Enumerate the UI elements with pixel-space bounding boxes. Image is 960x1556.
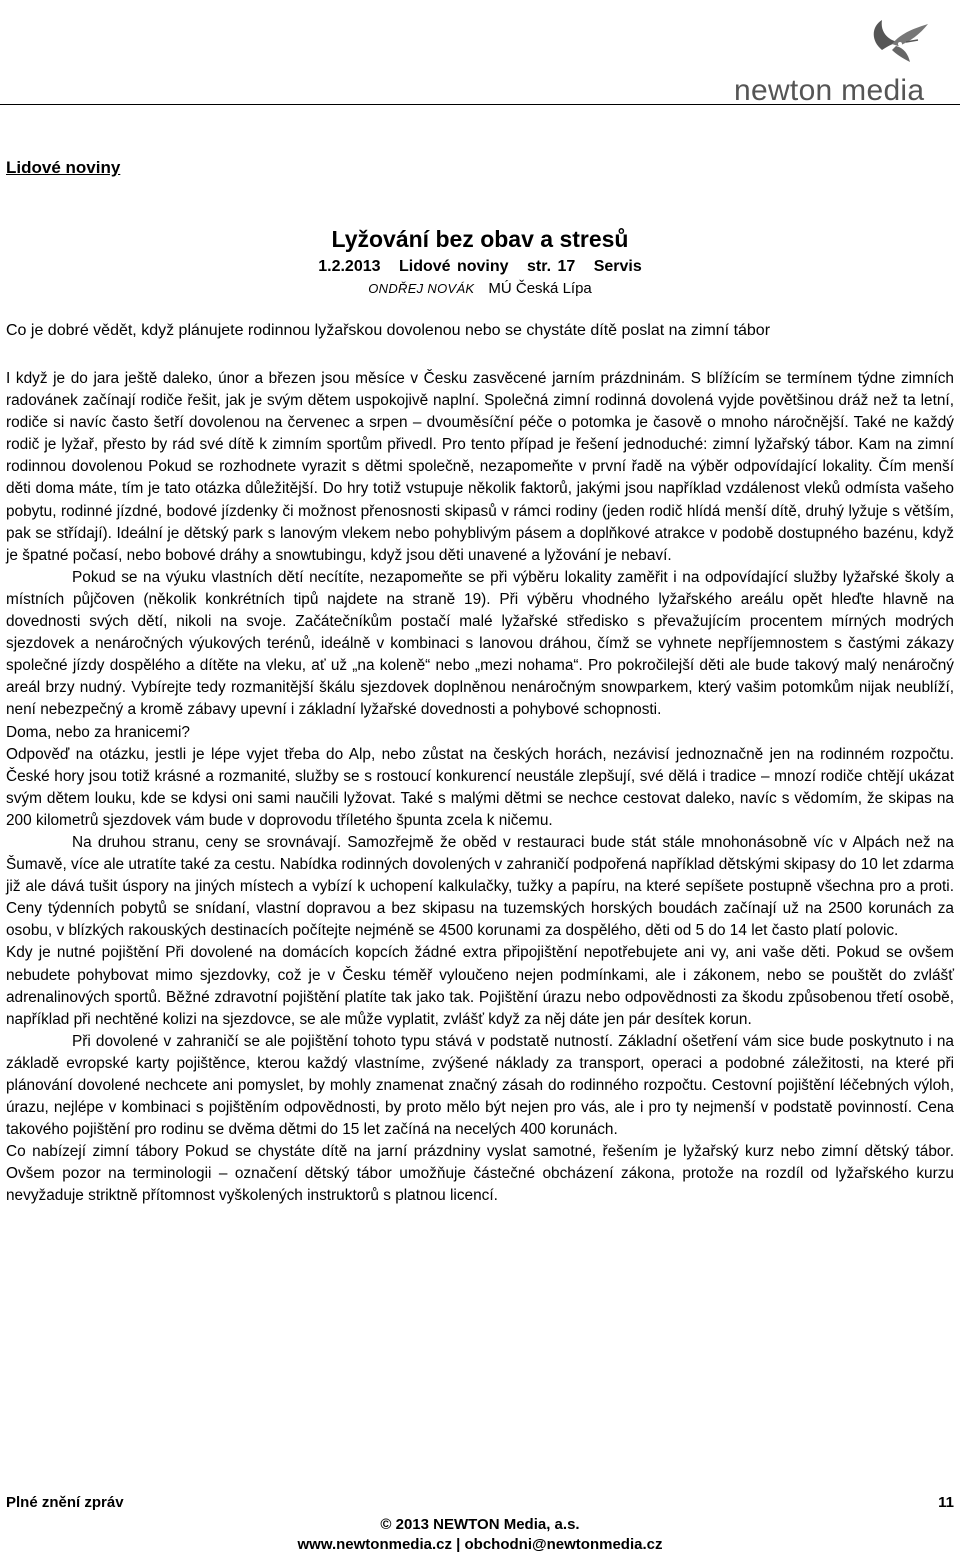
article-date: 1.2.2013 (318, 258, 381, 275)
article-meta (0, 258, 960, 276)
footer-copyright: © 2013 NEWTON Media, a.s. (380, 1516, 580, 1533)
article-section: Servis (593, 258, 642, 275)
header-divider (0, 104, 960, 105)
article-body (6, 368, 954, 1208)
article-page: str. 17 (527, 258, 576, 275)
newton-media-logo (732, 14, 932, 107)
source-link[interactable]: Lidové noviny (6, 158, 121, 177)
article-lead: Co je dobré vědět, když plánujete rodinnou lyžařskou dovolenou nebo se chystáte dítě poslat na zimní tábor (6, 322, 771, 339)
article-publication: Lidové noviny (398, 258, 509, 275)
hummingbird-icon (732, 14, 932, 74)
logo-text: newton media (734, 74, 925, 107)
paragraph: Co nabízejí zimní tábory Pokud se chystáte dítě na jarní prázdniny vyslat samotné, řešením je lyžařský kurz nebo zimní dětský tábor. Ovšem pozor na terminologii – označení dětský tábor umožňuje částečné obcházení zákona, protože na rozdíl od lyžařského kurzu nevyžaduje striktně přítomnost vyškolených instruktorů s platnou licencí. (6, 1143, 954, 1205)
paragraph: Na druhou stranu, ceny se srovnávají. Samozřejmě že oběd v restauraci bude stát stále mnohonásobně víc v Alpách než na Šumavě, více ale utratíte také za cestu. Nabídka rodinných dovolených v zahraničí podpořená například dětskými skipasy do 10 let zdarma již ale dává tušit úspory na jiných místech a vybízí k uchopení kalkulačky, tužky a papíru, na které sepíšete postupně všechna pro a proti. Ceny týdenních pobytů se snídaní, vlastní dopravou a bez skipasu na tuzemských horských boudách začínají už na 2500 korunách za osobu, v blízkých rakouských destinacích počítejte nejméně se 4500 korunami za dospělého, děti od 5 do 14 let často platí polovic. (6, 833, 954, 940)
paragraph: Odpověď na otázku, jestli je lépe vyjet třeba do Alp, nebo zůstat na českých horách, nezávisí jednoznačně jen na rodinném rozpočtu. České hory jsou totiž krásné a rozmanité, služby se s rostoucí konkurencí neustále zlepšují, své dělá i tradice – mnozí rodiče chtějí ukázat svým dětem louku, kde se kdysi oni sami naučili lyžovat. Také s malými dětmi se nechce cestovat daleko, navíc s vědomím, že skipas na 200 kilometrů sjezdovek vám bude v doprovodu tříletého špunta zcela k ničemu. (6, 745, 954, 829)
article-author: ONDŘEJ NOVÁK (368, 281, 475, 296)
paragraph: Při dovolené v zahraničí se ale pojištění tohoto typu stává v podstatě nutností. Základní ošetření vám sice bude poskytnuto i na základě evropské karty pojištěnce, kterou každý vlastníme, zvýšené náklady za transport, operaci a podobné záležitosti, na které při plánování dovolené nechcete ani pomyslet, by mohly znamenat značný zásah do rodinného rozpočtu. Cestovní pojištění léčebných výloh, úrazu, nejlépe v kombinaci s pojištěním odpovědnosti, by proto mělo být nejen pro vás, ale i pro ty nejmenší v podstatě povinností. Cena takového pojištění pro rodinu se dvěma dětmi do 15 let začíná na necelých 400 korunách. (6, 1032, 954, 1139)
paragraph: Kdy je nutné pojištění Při dovolené na domácích kopcích žádné extra připojištění nepotřebujete ani vy, ani vaše děti. Pokud se ovšem nebudete pohybovat mimo sjezdovky, což je v Česku téměř vyloučeno nejen podmínkami, ale i zákonem, nebo se pouštět do zvlášť adrenalinových sportů. Běžné zdravotní pojištění platíte tak jako tak. Pojištění úrazu nebo odpovědnosti za škodu způsobenou třetí osobě, například při nechtěné kolizi na sjezdovce, se ale může vyplatit, zvlášť když za něj dáte jen pár desítek korun. (6, 944, 954, 1028)
footer-label: Plné znění zpráv (6, 1494, 124, 1511)
paragraph: I když je do jara ještě daleko, únor a březen jsou měsíce v Česku zasvěcené jarním prázdninám. S blížícím se termínem týdne zimních radovánek začínají rodiče řešit, jak je svým dětem uspokojivě naplní. Společná zimní rodinná dovolená vyjde povětšinou dráž než ta letní, rodiče si navíc často šetří dovolenou na červenec a srpen – dvouměsíční péče o potomka je časově o mnoho náročnější. Také ne každý rodič je lyžař, přesto by rád své dítě k zimním sportům přivedl. Pro tento případ je řešení jednoduché: zimní lyžařský tábor. Kam na zimní rodinnou dovolenou Pokud se rozhodnete vyrazit s dětmi společně, nezapomeňte v první řadě na výběr odpovídající lokality. Čím menší děti doma máte, tím je tato otázka důležitější. Do hry totiž vstupuje několik faktorů, jakými jsou například vzdálenost vleků odmísta vašeho pobytu, rodinné jízdné, bodové jízdenky či možnost přenosnosti skipasů v rámci rodiny (jeden rodič hlídá menší dítě, druhý lyžuje s větším, pak se střídají). Ideální je dětský park s lanovým vlekem nebo pohyblivým pásem a doplňkové atrakce v podobě dostupného bazénu, když je špatné počasí, nebo bobové dráhy a snowtubingu, když jsou děti unavené a lyžování je nebaví. (6, 370, 954, 564)
article-region: MÚ Česká Lípa (488, 280, 592, 297)
subheading: Doma, nebo za hranicemi? (6, 723, 190, 741)
paragraph: Pokud se na výuku vlastních dětí necítíte, nezapomeňte se při výběru lokality zaměřit i na odpovídající služby lyžařské školy a místních půjčoven (několik konkrétních tipů najdete na straně 19). Při výběru vhodného lyžařského areálu opět hleďte hlavně na dovednosti svých dětí, nikoli na svoje. Začátečníkům postačí malé lyžařské středisko s převažujícím procentem mírných modrých sjezdovek a nenáročných výukových terénů, ideálně v kombinaci s lanovou dráhou, čímž se vyhnete nepříjemnostem s častými zákazy společné jízdy dospělého a dítěte na vleku, ať už „na koleně“ nebo „mezi nohama“. Pro pokročilejší děti ale bude takový malý nenáročný areál brzy nudný. Vybírejte tedy rozmanitější škálu sjezdovek doplněnou nenáročným snowparkem, který vašim potomkům nijak neublíží, není nebezpečný a kromě zábavy upevní i základní lyžařské dovednosti a pohybové schopnosti. (6, 568, 954, 719)
article-title: Lyžování bez obav a stresů (331, 226, 629, 252)
footer-links[interactable]: www.newtonmedia.cz | obchodni@newtonmedia.cz (297, 1536, 663, 1553)
article-byline (0, 280, 960, 297)
page-footer (6, 1494, 954, 1554)
page-number: 11 (938, 1494, 954, 1511)
